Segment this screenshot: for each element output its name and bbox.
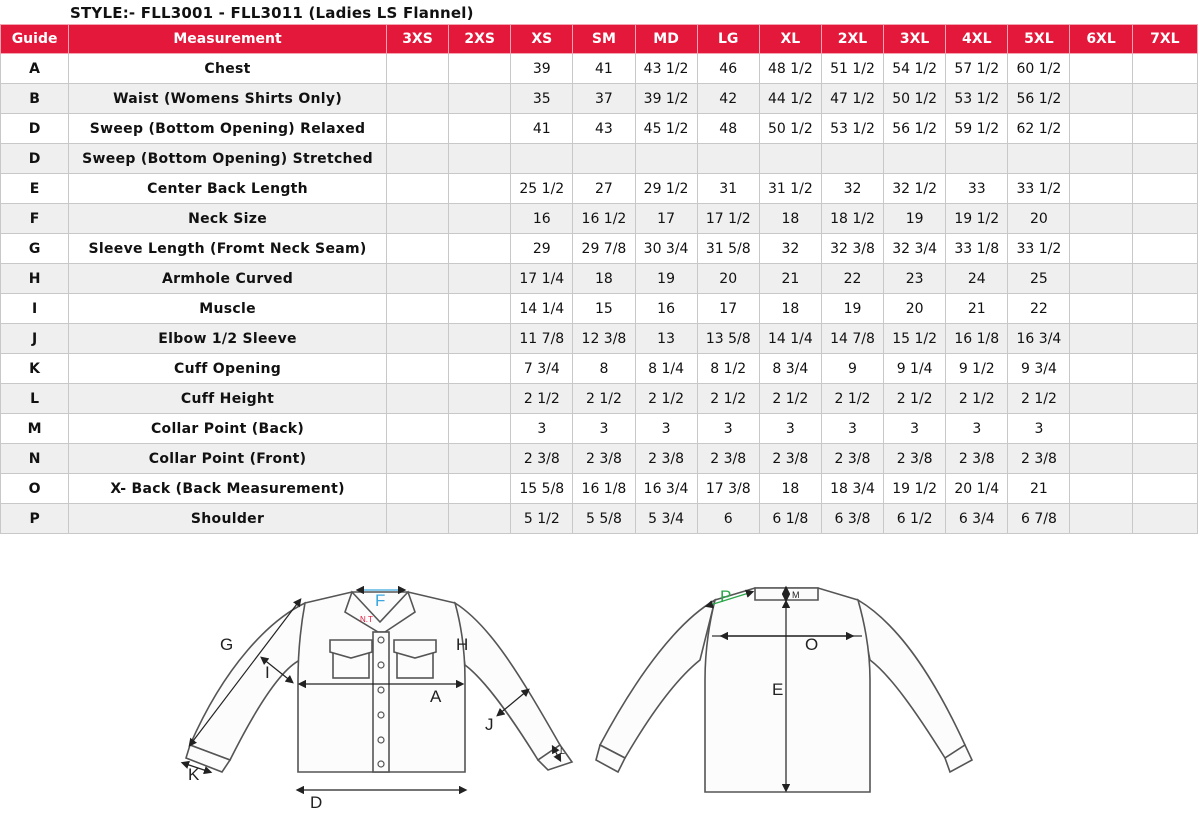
value-cell: 3 <box>511 414 573 444</box>
value-cell <box>386 444 448 474</box>
value-cell: 53 1/2 <box>946 84 1008 114</box>
value-cell: 60 1/2 <box>1008 54 1070 84</box>
value-cell: 2 1/2 <box>821 384 883 414</box>
value-cell: 2 1/2 <box>697 384 759 414</box>
value-cell <box>449 84 511 114</box>
measurement-cell: Chest <box>69 54 387 84</box>
value-cell <box>1070 294 1132 324</box>
table-row <box>1 504 1198 534</box>
guide-cell: G <box>1 234 69 264</box>
table-row <box>1 264 1198 294</box>
table-row <box>1 354 1198 384</box>
table-row <box>1 294 1198 324</box>
value-cell <box>1070 504 1132 534</box>
front-shirt <box>186 592 572 772</box>
value-cell <box>386 504 448 534</box>
measurement-cell: Cuff Opening <box>69 354 387 384</box>
back-right-sleeve <box>858 600 965 758</box>
value-cell <box>1132 174 1197 204</box>
value-cell <box>1132 294 1197 324</box>
value-cell: 54 1/2 <box>884 54 946 84</box>
value-cell: 29 1/2 <box>635 174 697 204</box>
value-cell: 2 3/8 <box>1008 444 1070 474</box>
header-size-3: 2XS <box>449 25 511 54</box>
value-cell: 24 <box>946 264 1008 294</box>
value-cell <box>1132 474 1197 504</box>
guide-cell: M <box>1 414 69 444</box>
value-cell: 17 1/4 <box>511 264 573 294</box>
value-cell: 2 1/2 <box>759 384 821 414</box>
value-cell: 33 1/2 <box>1008 234 1070 264</box>
value-cell: 45 1/2 <box>635 114 697 144</box>
value-cell <box>1070 54 1132 84</box>
measurement-cell: Shoulder <box>69 504 387 534</box>
value-cell: 29 7/8 <box>573 234 635 264</box>
style-title: STYLE:- FLL3001 - FLL3011 (Ladies LS Flannel) <box>70 4 474 22</box>
value-cell: 2 3/8 <box>697 444 759 474</box>
back-shirt <box>596 588 972 792</box>
measurement-cell: Muscle <box>69 294 387 324</box>
value-cell: 18 3/4 <box>821 474 883 504</box>
value-cell: 6 3/4 <box>946 504 1008 534</box>
value-cell: 48 <box>697 114 759 144</box>
guide-cell: K <box>1 354 69 384</box>
header-size-11: 4XL <box>946 25 1008 54</box>
label-E: E <box>772 680 784 699</box>
header-measurement: Measurement <box>69 25 387 54</box>
value-cell <box>1132 114 1197 144</box>
guide-cell: L <box>1 384 69 414</box>
value-cell <box>884 144 946 174</box>
value-cell <box>1132 54 1197 84</box>
table-row <box>1 54 1198 84</box>
header-size-13: 6XL <box>1070 25 1132 54</box>
measurement-cell: Armhole Curved <box>69 264 387 294</box>
value-cell: 11 7/8 <box>511 324 573 354</box>
value-cell <box>449 264 511 294</box>
value-cell: 33 1/8 <box>946 234 1008 264</box>
header-size-9: 2XL <box>821 25 883 54</box>
value-cell: 30 3/4 <box>635 234 697 264</box>
header-size-12: 5XL <box>1008 25 1070 54</box>
value-cell <box>1008 144 1070 174</box>
value-cell: 2 1/2 <box>511 384 573 414</box>
value-cell: 17 1/2 <box>697 204 759 234</box>
value-cell <box>635 144 697 174</box>
value-cell: 42 <box>697 84 759 114</box>
guide-cell: H <box>1 264 69 294</box>
measurement-cell: Sweep (Bottom Opening) Stretched <box>69 144 387 174</box>
value-cell <box>386 234 448 264</box>
value-cell: 47 1/2 <box>821 84 883 114</box>
guide-cell: N <box>1 444 69 474</box>
value-cell: 21 <box>1008 474 1070 504</box>
guide-cell: D <box>1 114 69 144</box>
value-cell: 15 <box>573 294 635 324</box>
label-H: H <box>456 635 469 654</box>
value-cell: 5 1/2 <box>511 504 573 534</box>
value-cell: 31 <box>697 174 759 204</box>
value-cell: 18 <box>573 264 635 294</box>
value-cell: 25 1/2 <box>511 174 573 204</box>
value-cell: 23 <box>884 264 946 294</box>
value-cell <box>386 264 448 294</box>
value-cell: 32 3/8 <box>821 234 883 264</box>
label-NT: N.T <box>360 615 373 624</box>
value-cell <box>1070 384 1132 414</box>
header-size-7: LG <box>697 25 759 54</box>
label-K: K <box>188 765 200 784</box>
value-cell: 39 1/2 <box>635 84 697 114</box>
value-cell <box>386 474 448 504</box>
size-chart-table <box>0 24 1198 534</box>
value-cell: 16 <box>635 294 697 324</box>
value-cell: 15 5/8 <box>511 474 573 504</box>
value-cell: 20 <box>1008 204 1070 234</box>
value-cell <box>1132 384 1197 414</box>
front-left-sleeve <box>190 603 305 760</box>
value-cell <box>449 414 511 444</box>
value-cell <box>697 144 759 174</box>
header-size-10: 3XL <box>884 25 946 54</box>
value-cell <box>386 354 448 384</box>
value-cell: 57 1/2 <box>946 54 1008 84</box>
value-cell: 27 <box>573 174 635 204</box>
value-cell: 2 1/2 <box>946 384 1008 414</box>
value-cell: 8 1/2 <box>697 354 759 384</box>
value-cell <box>573 144 635 174</box>
value-cell: 48 1/2 <box>759 54 821 84</box>
value-cell: 2 1/2 <box>635 384 697 414</box>
value-cell: 13 5/8 <box>697 324 759 354</box>
value-cell: 21 <box>946 294 1008 324</box>
value-cell: 3 <box>573 414 635 444</box>
value-cell: 6 <box>697 504 759 534</box>
value-cell: 56 1/2 <box>884 114 946 144</box>
value-cell <box>1070 204 1132 234</box>
label-O: O <box>805 635 819 654</box>
value-cell: 19 1/2 <box>946 204 1008 234</box>
value-cell: 5 3/4 <box>635 504 697 534</box>
table-row <box>1 324 1198 354</box>
value-cell: 21 <box>759 264 821 294</box>
value-cell: 14 7/8 <box>821 324 883 354</box>
table-row <box>1 414 1198 444</box>
table-row <box>1 474 1198 504</box>
value-cell <box>449 114 511 144</box>
header-guide: Guide <box>1 25 69 54</box>
guide-cell: I <box>1 294 69 324</box>
measurement-cell: X- Back (Back Measurement) <box>69 474 387 504</box>
value-cell: 43 <box>573 114 635 144</box>
value-cell <box>1132 84 1197 114</box>
value-cell <box>1070 84 1132 114</box>
value-cell <box>1070 264 1132 294</box>
value-cell: 9 1/4 <box>884 354 946 384</box>
value-cell: 2 1/2 <box>573 384 635 414</box>
value-cell <box>449 234 511 264</box>
value-cell <box>449 294 511 324</box>
header-size-4: XS <box>511 25 573 54</box>
value-cell: 9 3/4 <box>1008 354 1070 384</box>
value-cell <box>386 294 448 324</box>
value-cell: 44 1/2 <box>759 84 821 114</box>
value-cell <box>449 144 511 174</box>
value-cell: 2 3/8 <box>884 444 946 474</box>
value-cell: 3 <box>821 414 883 444</box>
value-cell <box>759 144 821 174</box>
measurement-cell: Sweep (Bottom Opening) Relaxed <box>69 114 387 144</box>
value-cell <box>1070 174 1132 204</box>
back-left-sleeve <box>600 600 715 758</box>
label-P: P <box>720 587 732 606</box>
header-size-2: 3XS <box>386 25 448 54</box>
value-cell: 8 3/4 <box>759 354 821 384</box>
value-cell <box>821 144 883 174</box>
value-cell <box>1070 354 1132 384</box>
value-cell: 20 <box>884 294 946 324</box>
value-cell: 32 <box>821 174 883 204</box>
table-row <box>1 114 1198 144</box>
value-cell: 17 <box>697 294 759 324</box>
value-cell: 3 <box>635 414 697 444</box>
measurement-cell: Collar Point (Back) <box>69 414 387 444</box>
guide-cell: D <box>1 144 69 174</box>
value-cell <box>1132 204 1197 234</box>
value-cell: 8 <box>573 354 635 384</box>
value-cell: 33 1/2 <box>1008 174 1070 204</box>
value-cell <box>1070 114 1132 144</box>
value-cell: 2 3/8 <box>511 444 573 474</box>
value-cell: 2 3/8 <box>946 444 1008 474</box>
header-size-14: 7XL <box>1132 25 1197 54</box>
value-cell: 50 1/2 <box>884 84 946 114</box>
label-L: L <box>560 746 566 756</box>
table-row <box>1 444 1198 474</box>
value-cell <box>1132 234 1197 264</box>
value-cell <box>386 204 448 234</box>
value-cell: 19 <box>821 294 883 324</box>
value-cell: 6 1/8 <box>759 504 821 534</box>
table-row <box>1 204 1198 234</box>
value-cell <box>946 144 1008 174</box>
front-placket <box>373 632 389 772</box>
value-cell: 31 1/2 <box>759 174 821 204</box>
table-header-row <box>1 25 1198 54</box>
value-cell: 14 1/4 <box>759 324 821 354</box>
value-cell: 56 1/2 <box>1008 84 1070 114</box>
label-M: M <box>792 590 800 600</box>
value-cell: 32 1/2 <box>884 174 946 204</box>
value-cell <box>449 324 511 354</box>
value-cell: 46 <box>697 54 759 84</box>
value-cell <box>386 414 448 444</box>
value-cell: 43 1/2 <box>635 54 697 84</box>
value-cell <box>1132 504 1197 534</box>
value-cell <box>1132 144 1197 174</box>
value-cell: 16 1/8 <box>573 474 635 504</box>
value-cell: 18 <box>759 294 821 324</box>
value-cell <box>1070 144 1132 174</box>
value-cell <box>1070 324 1132 354</box>
value-cell: 37 <box>573 84 635 114</box>
value-cell <box>1132 444 1197 474</box>
guide-cell: A <box>1 54 69 84</box>
measurement-cell: Sleeve Length (Fromt Neck Seam) <box>69 234 387 264</box>
value-cell: 3 <box>946 414 1008 444</box>
value-cell <box>1132 264 1197 294</box>
value-cell <box>449 354 511 384</box>
value-cell: 2 3/8 <box>573 444 635 474</box>
value-cell <box>386 324 448 354</box>
guide-cell: J <box>1 324 69 354</box>
value-cell <box>449 174 511 204</box>
table-row <box>1 84 1198 114</box>
value-cell <box>1070 474 1132 504</box>
value-cell <box>386 144 448 174</box>
value-cell: 53 1/2 <box>821 114 883 144</box>
value-cell <box>386 384 448 414</box>
table-row <box>1 144 1198 174</box>
value-cell: 62 1/2 <box>1008 114 1070 144</box>
value-cell: 14 1/4 <box>511 294 573 324</box>
label-J: J <box>485 715 494 734</box>
value-cell: 16 3/4 <box>1008 324 1070 354</box>
value-cell: 18 <box>759 204 821 234</box>
value-cell <box>386 174 448 204</box>
value-cell: 22 <box>1008 294 1070 324</box>
value-cell: 59 1/2 <box>946 114 1008 144</box>
header-size-5: SM <box>573 25 635 54</box>
value-cell: 41 <box>511 114 573 144</box>
value-cell <box>1132 324 1197 354</box>
value-cell <box>449 504 511 534</box>
value-cell: 15 1/2 <box>884 324 946 354</box>
value-cell: 39 <box>511 54 573 84</box>
value-cell: 17 <box>635 204 697 234</box>
value-cell <box>1132 354 1197 384</box>
value-cell: 16 3/4 <box>635 474 697 504</box>
table-row <box>1 234 1198 264</box>
measurement-cell: Elbow 1/2 Sleeve <box>69 324 387 354</box>
value-cell: 22 <box>821 264 883 294</box>
value-cell: 32 3/4 <box>884 234 946 264</box>
back-body <box>705 588 870 792</box>
value-cell: 32 <box>759 234 821 264</box>
value-cell: 12 3/8 <box>573 324 635 354</box>
value-cell: 18 1/2 <box>821 204 883 234</box>
measurement-cell: Waist (Womens Shirts Only) <box>69 84 387 114</box>
value-cell: 2 3/8 <box>635 444 697 474</box>
table-row <box>1 384 1198 414</box>
value-cell: 19 <box>884 204 946 234</box>
value-cell: 18 <box>759 474 821 504</box>
value-cell <box>386 114 448 144</box>
label-D: D <box>310 793 323 812</box>
value-cell: 13 <box>635 324 697 354</box>
value-cell <box>449 54 511 84</box>
value-cell: 41 <box>573 54 635 84</box>
measurement-cell: Center Back Length <box>69 174 387 204</box>
value-cell: 19 <box>635 264 697 294</box>
value-cell <box>386 54 448 84</box>
value-cell: 3 <box>697 414 759 444</box>
value-cell <box>1070 414 1132 444</box>
value-cell: 20 <box>697 264 759 294</box>
guide-cell: B <box>1 84 69 114</box>
value-cell: 6 1/2 <box>884 504 946 534</box>
value-cell: 6 7/8 <box>1008 504 1070 534</box>
value-cell <box>1070 234 1132 264</box>
guide-cell: F <box>1 204 69 234</box>
value-cell: 6 3/8 <box>821 504 883 534</box>
value-cell: 25 <box>1008 264 1070 294</box>
value-cell: 2 3/8 <box>759 444 821 474</box>
value-cell: 19 1/2 <box>884 474 946 504</box>
value-cell <box>449 444 511 474</box>
table-body <box>1 54 1198 534</box>
value-cell: 3 <box>759 414 821 444</box>
value-cell <box>449 204 511 234</box>
value-cell <box>1070 444 1132 474</box>
value-cell: 20 1/4 <box>946 474 1008 504</box>
value-cell: 16 1/8 <box>946 324 1008 354</box>
guide-cell: O <box>1 474 69 504</box>
value-cell: 8 1/4 <box>635 354 697 384</box>
guide-cell: E <box>1 174 69 204</box>
label-I: I <box>265 663 270 682</box>
value-cell: 16 <box>511 204 573 234</box>
value-cell: 2 3/8 <box>821 444 883 474</box>
table-row <box>1 174 1198 204</box>
value-cell: 7 3/4 <box>511 354 573 384</box>
value-cell: 50 1/2 <box>759 114 821 144</box>
value-cell <box>449 384 511 414</box>
value-cell <box>386 84 448 114</box>
guide-cell: P <box>1 504 69 534</box>
label-F: F <box>375 591 386 610</box>
measurement-cell: Cuff Height <box>69 384 387 414</box>
value-cell <box>1132 414 1197 444</box>
value-cell: 5 5/8 <box>573 504 635 534</box>
value-cell <box>511 144 573 174</box>
measurement-cell: Neck Size <box>69 204 387 234</box>
shirt-measurement-diagram <box>0 540 1200 835</box>
value-cell: 16 1/2 <box>573 204 635 234</box>
value-cell: 3 <box>1008 414 1070 444</box>
value-cell: 31 5/8 <box>697 234 759 264</box>
label-A: A <box>430 687 442 706</box>
measurement-cell: Collar Point (Front) <box>69 444 387 474</box>
header-size-8: XL <box>759 25 821 54</box>
value-cell: 2 1/2 <box>884 384 946 414</box>
header-size-6: MD <box>635 25 697 54</box>
value-cell <box>449 474 511 504</box>
value-cell: 17 3/8 <box>697 474 759 504</box>
front-right-sleeve <box>455 603 560 760</box>
value-cell: 9 <box>821 354 883 384</box>
value-cell: 51 1/2 <box>821 54 883 84</box>
value-cell: 35 <box>511 84 573 114</box>
value-cell: 33 <box>946 174 1008 204</box>
label-G: G <box>220 635 234 654</box>
value-cell: 29 <box>511 234 573 264</box>
value-cell: 3 <box>884 414 946 444</box>
value-cell: 2 1/2 <box>1008 384 1070 414</box>
value-cell: 9 1/2 <box>946 354 1008 384</box>
